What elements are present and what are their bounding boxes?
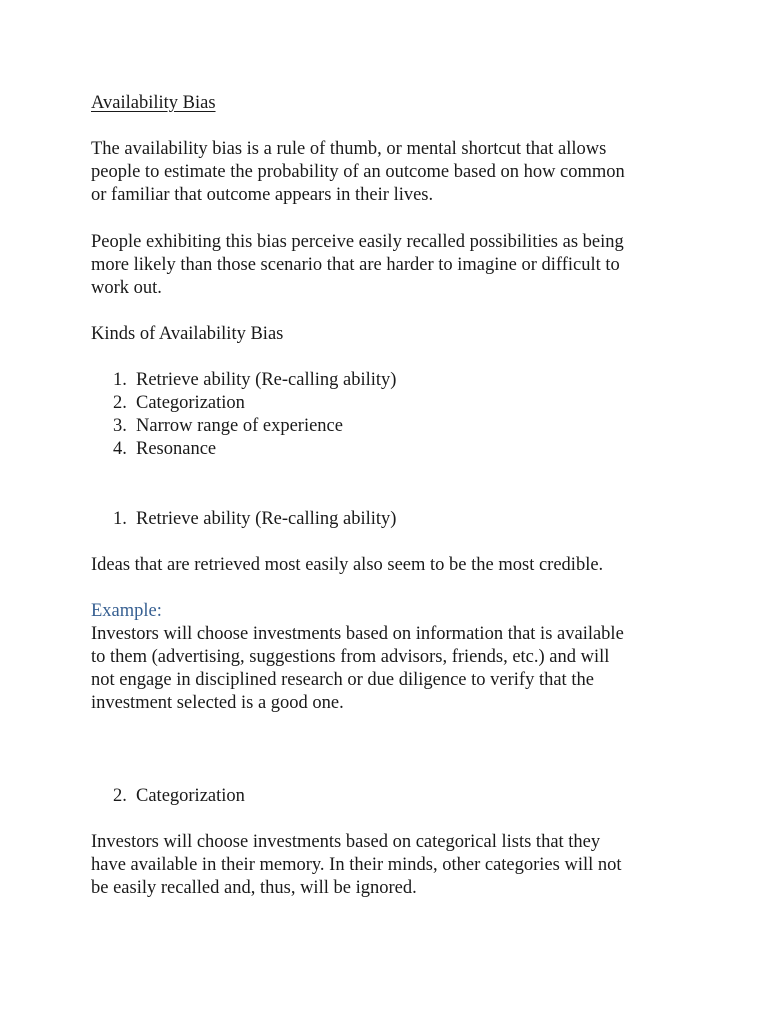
list-text: Resonance bbox=[136, 439, 217, 459]
list-text: Narrow range of experience bbox=[136, 416, 343, 436]
list-number: 2. bbox=[113, 393, 127, 413]
intro-line: or familiar that outcome appears in their lives. bbox=[91, 185, 434, 205]
section-title: Categorization bbox=[136, 786, 245, 806]
example-line: investment selected is a good one. bbox=[91, 693, 344, 713]
paragraph-line: more likely than those scenario that are harder to imagine or difficult to bbox=[91, 255, 620, 275]
list-text: Retrieve ability (Re-calling ability) bbox=[136, 370, 397, 390]
paragraph-line: work out. bbox=[91, 278, 162, 298]
document-title: Availability Bias bbox=[91, 93, 216, 113]
intro-line: The availability bias is a rule of thumb, or mental shortcut that allows bbox=[91, 139, 607, 159]
example-label: Example: bbox=[91, 601, 162, 621]
example-line: not engage in disciplined research or due diligence to verify that the bbox=[91, 670, 594, 690]
paragraph-line: People exhibiting this bias perceive easily recalled possibilities as being bbox=[91, 232, 624, 252]
section-text: Ideas that are retrieved most easily also seem to be the most credible. bbox=[91, 555, 604, 575]
list-text: Categorization bbox=[136, 393, 245, 413]
section-number: 2. bbox=[113, 786, 127, 806]
section-text-line: be easily recalled and, thus, will be ignored. bbox=[91, 878, 417, 898]
list-number: 3. bbox=[113, 416, 127, 436]
intro-line: people to estimate the probability of an outcome based on how common bbox=[91, 162, 625, 182]
section-text-line: have available in their memory. In their minds, other categories will not bbox=[91, 855, 622, 875]
list-number: 1. bbox=[113, 370, 127, 390]
example-line: to them (advertising, suggestions from advisors, friends, etc.) and will bbox=[91, 647, 610, 667]
example-line: Investors will choose investments based on information that is available bbox=[91, 624, 624, 644]
kinds-heading: Kinds of Availability Bias bbox=[91, 324, 284, 344]
section-number: 1. bbox=[113, 509, 127, 529]
section-title: Retrieve ability (Re-calling ability) bbox=[136, 509, 397, 529]
section-text-line: Investors will choose investments based on categorical lists that they bbox=[91, 832, 601, 852]
list-number: 4. bbox=[113, 439, 127, 459]
